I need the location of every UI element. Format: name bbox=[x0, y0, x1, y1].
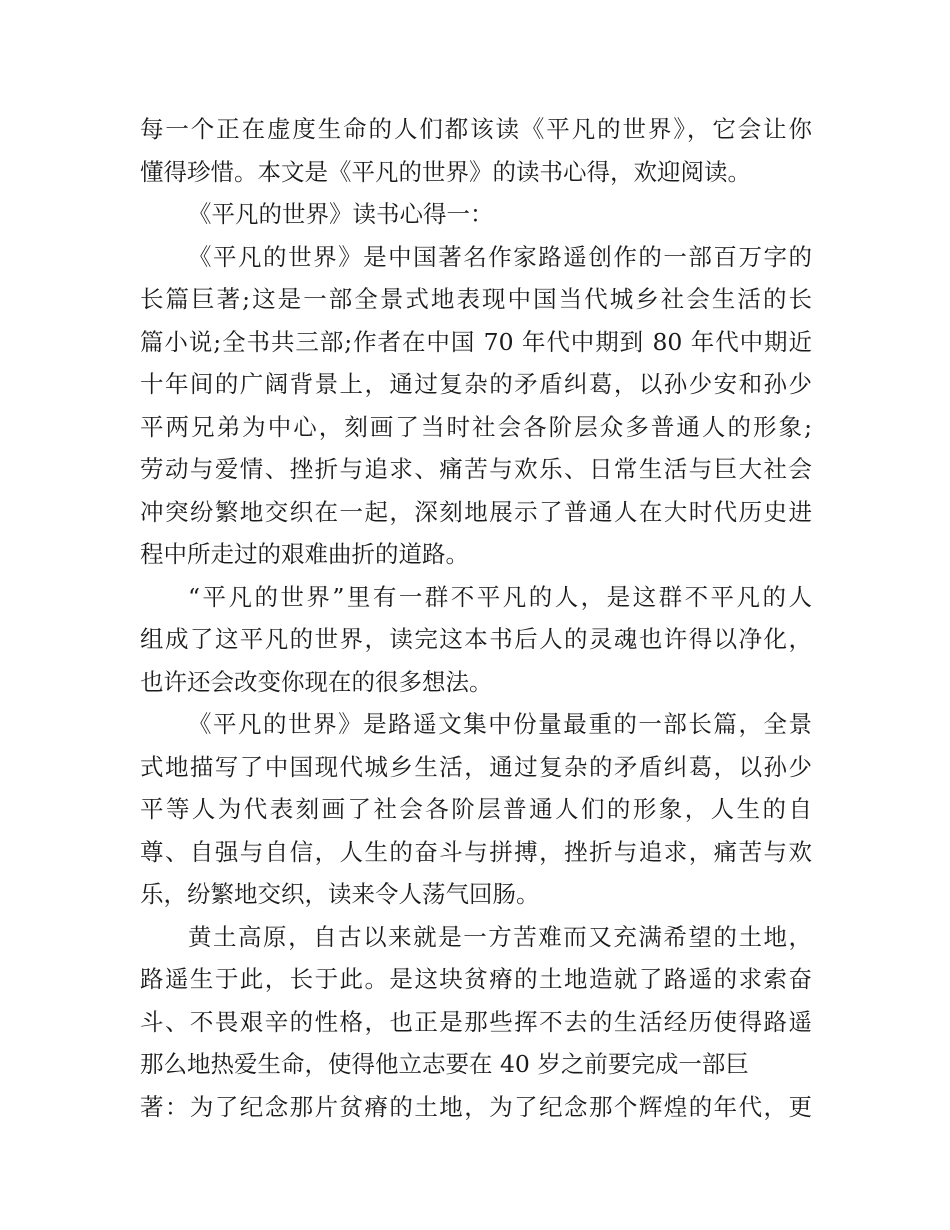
text-line: 斗、不畏艰辛的性格，也正是那些挥不去的生活经历使得路遥 bbox=[140, 1007, 812, 1036]
paragraph bbox=[140, 576, 812, 704]
text-line: 黄土高原，自古以来就是一方苦难而又充满希望的土地， bbox=[188, 922, 812, 951]
text-line: 冲突纷繁地交织在一起，深刻地展示了普通人在大时代历史进 bbox=[140, 497, 812, 526]
text-line: 程中所走过的艰难曲折的道路。 bbox=[140, 540, 469, 568]
text-line: 那么地热爱生命，使得他立志要在 40 岁之前要完成一部巨 bbox=[140, 1050, 749, 1078]
heading-line: 《平凡的世界》读书心得一： bbox=[188, 200, 494, 228]
paragraph bbox=[140, 916, 812, 1129]
text-line: 懂得珍惜。本文是《平凡的世界》的读书心得，欢迎阅读。 bbox=[140, 157, 751, 186]
text-line: 尊、自强与自信，人生的奋斗与拼搏，挫折与追求，痛苦与欢 bbox=[140, 837, 812, 866]
text-line: 篇小说;全书共三部;作者在中国 70 年代中期到 80 年代中期近 bbox=[140, 327, 812, 356]
text-line: 著：为了纪念那片贫瘠的土地，为了纪念那个辉煌的年代，更 bbox=[140, 1092, 812, 1121]
text-line: 组成了这平凡的世界，读完这本书后人的灵魂也许得以净化， bbox=[140, 625, 812, 653]
text-line: “平凡的世界”里有一群不平凡的人，是这群不平凡的人 bbox=[188, 582, 812, 611]
text-line: 式地描写了中国现代城乡生活，通过复杂的矛盾纠葛，以孙少 bbox=[140, 752, 812, 781]
text-line: 乐，纷繁地交织，读来令人荡气回肠。 bbox=[140, 880, 540, 908]
text-line: 也许还会改变你现在的很多想法。 bbox=[140, 667, 493, 696]
section-heading bbox=[140, 193, 812, 236]
text-line: 长篇巨著;这是一部全景式地表现中国当代城乡社会生活的长 bbox=[140, 285, 812, 313]
text-line: 每一个正在虚度生命的人们都该读《平凡的世界》，它会让你 bbox=[140, 115, 812, 143]
text-line: 路遥生于此，长于此。是这块贫瘠的土地造就了路遥的求索奋 bbox=[140, 965, 812, 993]
text-line: 十年间的广阔背景上，通过复杂的矛盾纠葛，以孙少安和孙少 bbox=[140, 370, 812, 398]
paragraph-intro bbox=[140, 108, 812, 193]
text-line: 平等人为代表刻画了社会各阶层普通人们的形象，人生的自 bbox=[140, 795, 812, 823]
text-line: 《平凡的世界》是中国著名作家路遥创作的一部百万字的 bbox=[188, 242, 812, 271]
paragraph bbox=[140, 703, 812, 916]
text-line: 劳动与爱情、挫折与追求、痛苦与欢乐、日常生活与巨大社会 bbox=[140, 455, 812, 483]
document-body bbox=[140, 108, 812, 1128]
paragraph bbox=[140, 236, 812, 576]
text-line: 《平凡的世界》是路遥文集中份量最重的一部长篇，全景 bbox=[188, 710, 812, 738]
text-line: 平两兄弟为中心，刻画了当时社会各阶层众多普通人的形象; bbox=[140, 412, 812, 441]
